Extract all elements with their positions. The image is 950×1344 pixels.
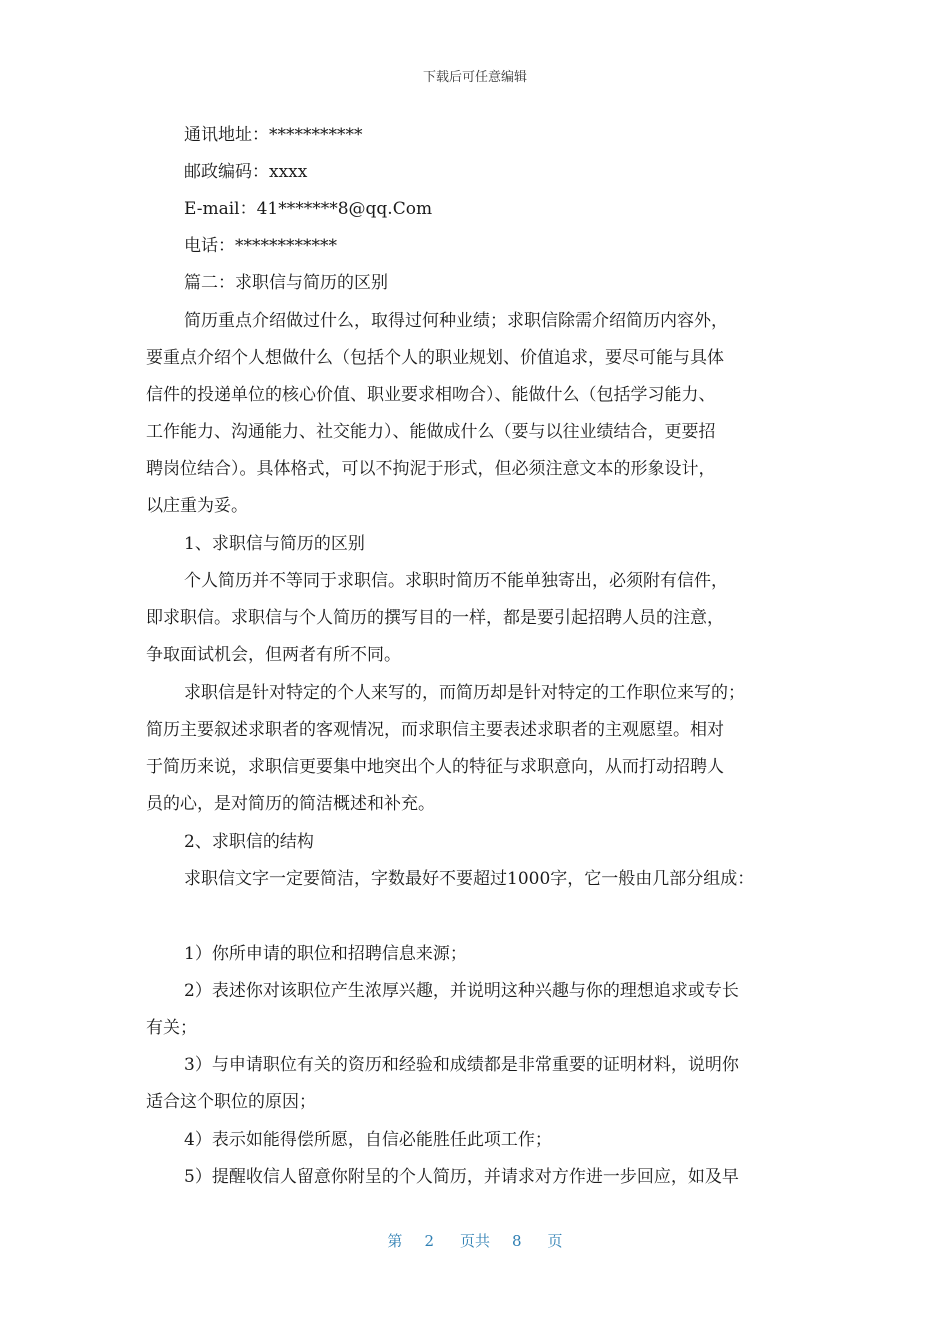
footer-total-pages: 8 <box>512 1232 522 1250</box>
paragraph-line: 于简历来说，求职信更要集中地突出个人的特征与求职意向，从而打动招聘人 <box>146 757 724 777</box>
list-item-continuation: 适合这个职位的原因； <box>146 1092 316 1112</box>
subsection-heading: 1、求职信与简历的区别 <box>184 534 365 554</box>
paragraph-line: 简历主要叙述求职者的客观情况，而求职信主要表述求职者的主观愿望。相对 <box>146 720 724 740</box>
footer-prefix: 第 <box>387 1232 403 1250</box>
list-item-continuation: 有关； <box>146 1018 197 1038</box>
paragraph-line: 即求职信。求职信与个人简历的撰写目的一样，都是要引起招聘人员的注意， <box>146 608 724 628</box>
paragraph-line: 求职信文字一定要简洁，字数最好不要超过1000字，它一般由几部分组成： <box>184 869 755 889</box>
paragraph-line: 聘岗位结合）。具体格式，可以不拘泥于形式，但必须注意文本的形象设计， <box>146 459 716 479</box>
page-footer <box>0 1230 950 1251</box>
subsection-heading: 2、求职信的结构 <box>184 832 314 852</box>
list-item: 5）提醒收信人留意你附呈的个人简历，并请求对方作进一步回应，如及早 <box>184 1167 739 1187</box>
footer-current-page: 2 <box>424 1232 434 1250</box>
paragraph-line: 员的心，是对简历的简洁概述和补充。 <box>146 794 435 814</box>
contact-address-line: 通讯地址：*********** <box>184 125 363 145</box>
list-item: 3）与申请职位有关的资历和经验和成绩都是非常重要的证明材料，说明你 <box>184 1055 739 1075</box>
footer-suffix: 页 <box>547 1232 563 1250</box>
list-item: 2）表述你对该职位产生浓厚兴趣，并说明这种兴趣与你的理想追求或专长 <box>184 981 739 1001</box>
contact-phone-line: 电话：************ <box>184 236 337 256</box>
paragraph-line: 要重点介绍个人想做什么（包括个人的职业规划、价值追求，要尽可能与具体 <box>146 348 724 368</box>
paragraph-line: 信件的投递单位的核心价值、职业要求相吻合）、能做什么（包括学习能力、 <box>146 385 716 405</box>
contact-email-line: E-mail：41*******8@qq.Com <box>184 199 433 219</box>
contact-postcode-line: 邮政编码：xxxx <box>184 162 308 182</box>
paragraph-line: 简历重点介绍做过什么，取得过何种业绩；求职信除需介绍简历内容外， <box>184 311 728 331</box>
paragraph-line: 工作能力、沟通能力、社交能力）、能做成什么（要与以往业绩结合，更要招 <box>146 422 716 442</box>
page-header-note: 下载后可任意编辑 <box>422 70 527 85</box>
footer-middle: 页共 <box>459 1232 490 1250</box>
list-item: 4）表示如能得偿所愿，自信必能胜任此项工作； <box>184 1130 552 1150</box>
paragraph-line: 争取面试机会，但两者有所不同。 <box>146 645 401 665</box>
section-heading: 篇二：求职信与简历的区别 <box>184 273 388 293</box>
paragraph-line: 个人简历并不等同于求职信。求职时简历不能单独寄出，必须附有信件， <box>184 571 728 591</box>
list-item: 1）你所申请的职位和招聘信息来源； <box>184 944 467 964</box>
paragraph-line: 以庄重为妥。 <box>146 496 248 516</box>
paragraph-line: 求职信是针对特定的个人来写的，而简历却是针对特定的工作职位来写的； <box>184 683 745 703</box>
